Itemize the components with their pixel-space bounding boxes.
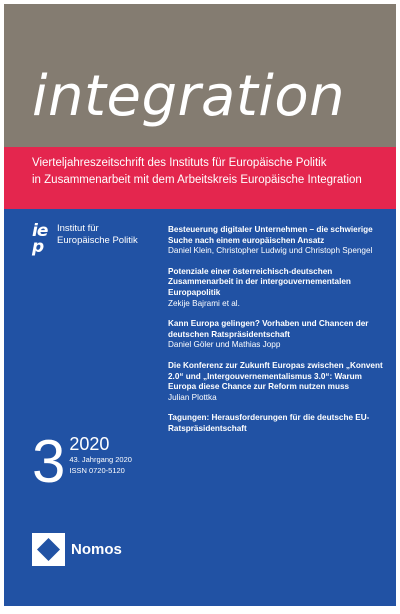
logo-letters-top: ie [32,221,48,241]
logo-letters-bottom: p [32,237,44,257]
table-of-contents [168,225,388,445]
institute-name-line: Institut für [57,223,99,234]
toc-item [168,225,388,257]
article-authors: Daniel Klein, Christopher Ludwig und Christoph Spengel [168,246,373,256]
article-title: Besteuerung digitaler Unternehmen – die schwierige Suche nach einem europäischen Ansatz [168,225,373,245]
issue-issn: ISSN 0720-5120 [69,466,125,475]
journal-subtitle [32,155,392,189]
journal-title: integration [32,64,346,129]
article-title: Tagungen: Herausforderungen für die deutsche EU-Ratspräsidentschaft [168,413,370,433]
journal-cover [4,4,396,606]
article-title: Kann Europa gelingen? Vorhaben und Chancen der deutschen Ratspräsidentschaft [168,319,369,339]
nomos-diamond-icon [32,533,65,566]
article-title: Die Konferenz zur Zukunft Europas zwischen „Konvent 2.0“ und „Intergouvernementalismus 3.0“: Warum Europa diese Chance zur Reform nutzen muss [168,360,383,392]
article-authors: Zekije Bajrami et al. [168,298,240,308]
issue-volume: 43. Jahrgang 2020 [69,455,132,464]
institute-name-line: Europäische Politik [57,234,138,246]
subtitle-line: in Zusammenarbeit mit dem Arbeitskreis Europäische Integration [32,174,362,186]
toc-item [168,319,388,351]
issue-number: 3 [32,428,66,495]
article-title: Potenziale einer österreichisch-deutschen Zusammenarbeit in der intergouvernementalen Europapolitik [168,266,351,297]
article-authors: Daniel Göler und Mathias Jopp [168,340,281,350]
toc-item [168,267,388,309]
institute-logo [32,223,138,255]
issue-block [32,428,132,495]
subtitle-line: Vierteljahreszeitschrift des Instituts für Europäische Politik [32,157,327,169]
issue-info [69,434,132,476]
issue-year: 2020 [69,434,110,454]
publisher-name: Nomos [71,541,122,558]
institute-name [57,223,138,246]
publisher-logo [32,533,122,566]
iep-logo-icon [32,223,54,255]
toc-item [168,361,388,403]
article-authors: Julian Plottka [168,392,217,402]
toc-item [168,413,388,434]
